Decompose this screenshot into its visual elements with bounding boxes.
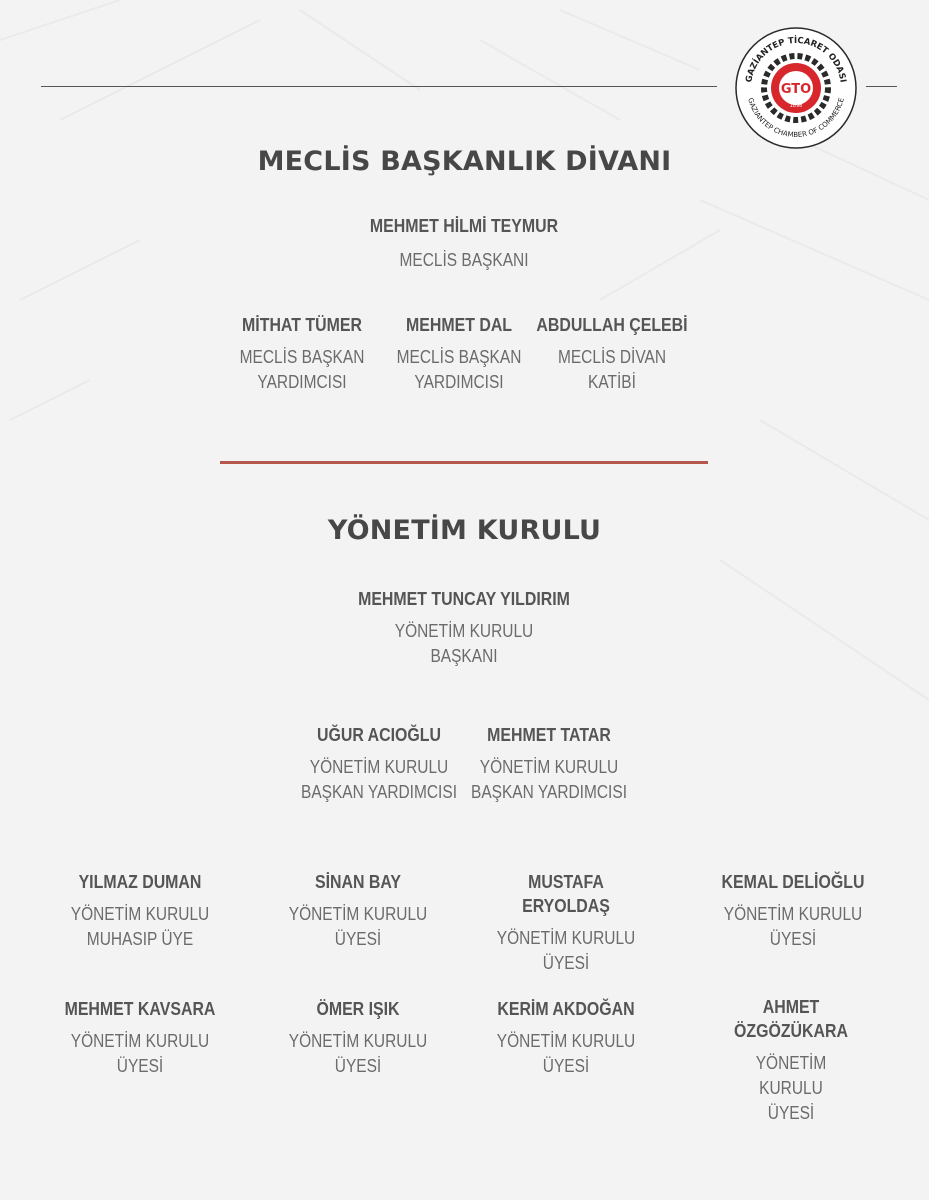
section-divider	[220, 461, 708, 464]
person-name: ABDULLAH ÇELEBİ	[536, 314, 688, 335]
person-role: YÖNETİM KURULU ÜYESİ	[496, 1031, 636, 1076]
person-role: MECLİS BAŞKAN YARDIMCISI	[239, 347, 365, 392]
yonetim-title: YÖNETİM KURULU	[327, 515, 602, 546]
person-name: SİNAN BAY	[314, 871, 402, 892]
person-name: MUSTAFA ERYOLDAŞ	[522, 871, 610, 916]
logo-year: 1898	[789, 103, 803, 109]
person-name: MEHMET KAVSARA	[64, 998, 216, 1019]
meclis-member	[386, 313, 531, 395]
logo-monogram: GTO	[780, 82, 812, 97]
meclis-member	[229, 313, 374, 395]
yonetim-member	[277, 870, 438, 952]
yonetim-member	[722, 995, 860, 1126]
person-name: KEMAL DELİOĞLU	[721, 871, 865, 892]
yonetim-member	[52, 997, 227, 1079]
yonetim-member	[277, 997, 438, 1079]
yonetim-president	[341, 587, 587, 669]
person-role: YÖNETİM KURULU ÜYESİ	[723, 904, 863, 949]
person-role: YÖNETİM KURULU ÜYESİ	[755, 1053, 827, 1123]
person-role: MECLİS BAŞKANI	[399, 250, 529, 270]
person-name: MEHMET HİLMİ TEYMUR	[369, 215, 559, 236]
header-rule-right	[866, 86, 897, 87]
meclis-title: MECLİS BAŞKANLIK DİVANI	[257, 146, 672, 177]
yonetim-vice	[288, 723, 469, 805]
meclis-member	[524, 313, 700, 395]
yonetim-member	[59, 870, 220, 952]
person-name: AHMET ÖZGÖZÜKARA	[733, 996, 849, 1041]
meclis-president	[355, 214, 574, 273]
person-role: YÖNETİM KURULU MUHASIP ÜYE	[70, 904, 210, 949]
person-name: UĞUR ACIOĞLU	[316, 724, 442, 745]
person-name: ÖMER IŞIK	[316, 998, 400, 1019]
logo-ring-text-bottom: GAZIANTEP CHAMBER OF COMMERCE	[746, 96, 846, 139]
yonetim-member	[710, 870, 876, 952]
person-name: MEHMET TATAR	[487, 724, 611, 745]
yonetim-vice	[458, 723, 639, 805]
yonetim-member	[485, 997, 646, 1079]
person-name: MEHMET TUNCAY YILDIRIM	[358, 588, 570, 609]
person-role: YÖNETİM KURULU BAŞKAN YARDIMCISI	[471, 757, 627, 802]
person-role: YÖNETİM KURULU ÜYESİ	[288, 1031, 428, 1076]
person-role: MECLİS BAŞKAN YARDIMCISI	[396, 347, 522, 392]
logo-ring-text-top: GAZİANTEP TİCARET ODASI	[744, 35, 848, 84]
gto-logo	[733, 25, 859, 151]
header-rule-left	[41, 86, 717, 87]
person-role: YÖNETİM KURULU ÜYESİ	[496, 928, 636, 973]
person-role: YÖNETİM KURULU ÜYESİ	[70, 1031, 210, 1076]
person-name: MEHMET DAL	[405, 314, 513, 335]
person-name: KERİM AKDOĞAN	[497, 998, 635, 1019]
person-name: YILMAZ DUMAN	[78, 871, 202, 892]
yonetim-member	[485, 870, 646, 976]
person-role: YÖNETİM KURULU BAŞKANI	[394, 621, 534, 666]
person-name: MİTHAT TÜMER	[242, 314, 362, 335]
person-role: MECLİS DİVAN KATİBİ	[557, 347, 667, 392]
person-role: YÖNETİM KURULU ÜYESİ	[288, 904, 428, 949]
person-role: YÖNETİM KURULU BAŞKAN YARDIMCISI	[301, 757, 457, 802]
